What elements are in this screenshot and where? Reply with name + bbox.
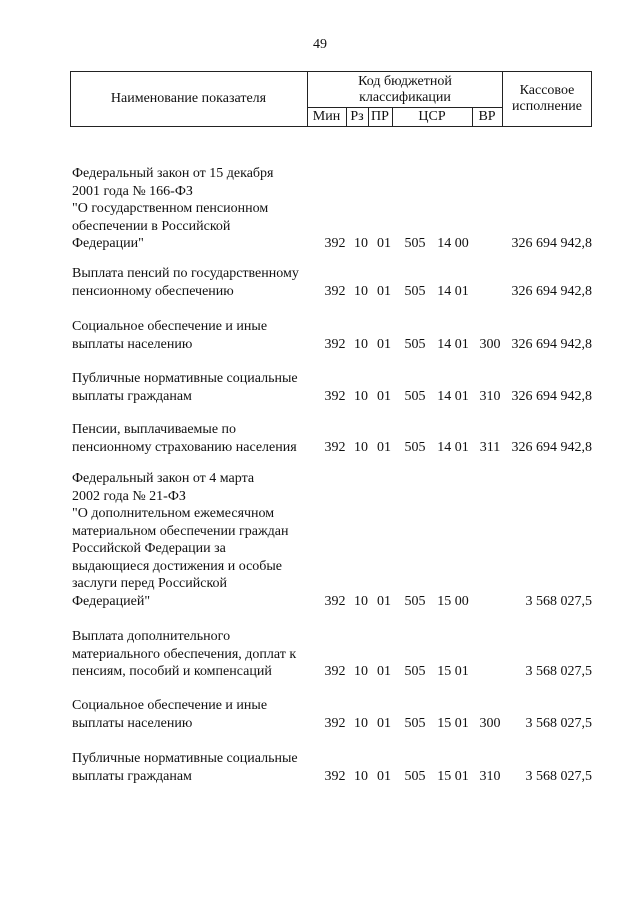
header-amount-line1: Кассовое: [519, 83, 575, 98]
row-name: [72, 165, 324, 253]
row-name-line: Федеральный закон от 15 декабря: [72, 166, 274, 181]
row-name-line: выплаты гражданам: [72, 388, 192, 404]
row-rz: 10: [354, 664, 368, 679]
row-name-line: 2001 года № 166-ФЗ: [72, 183, 193, 199]
row-name: [72, 370, 324, 405]
row-rz: 10: [354, 439, 368, 455]
row-amount: 326 694 942,8: [511, 336, 592, 352]
header-vr: ВР: [478, 109, 496, 124]
row-rz: 10: [354, 593, 368, 609]
row-vr: 310: [479, 768, 501, 784]
header-csr: ЦСР: [418, 109, 446, 124]
row-rz: 10: [354, 283, 368, 299]
row-name: [72, 318, 324, 353]
row-rz: 10: [354, 336, 368, 352]
row-csr-program: 505: [404, 388, 426, 404]
row-name-line: "О дополнительном ежемесячном: [72, 506, 275, 521]
row-min: 392: [324, 388, 346, 404]
row-pr: 01: [377, 336, 391, 352]
row-amount: 3 568 027,5: [525, 715, 592, 731]
row-csr-code: 15 01: [437, 664, 469, 679]
row-min: 392: [324, 336, 346, 352]
row-amount: 326 694 942,8: [511, 388, 592, 404]
row-rz: 10: [354, 236, 368, 251]
header-code-group-line1: Код бюджетной: [358, 74, 452, 89]
row-name: [72, 697, 324, 732]
row-name-line: Федеральный закон от 4 марта: [72, 471, 255, 486]
header-border-bottom: [70, 126, 592, 127]
row-min: 392: [324, 768, 346, 784]
row-csr-code: 15 01: [437, 715, 469, 731]
row-vr: 300: [479, 336, 501, 352]
row-name-line: выплаты населению: [72, 336, 193, 352]
row-name: [72, 265, 324, 300]
row-name-line: 2002 года № 21-ФЗ: [72, 488, 186, 504]
row-csr-code: 14 01: [437, 336, 469, 352]
row-name-line: заслуги перед Российской: [72, 576, 228, 591]
row-pr: 01: [377, 283, 391, 299]
row-vr: 300: [479, 715, 501, 731]
header-code-group-line2: классификации: [359, 90, 451, 105]
row-csr-program: 505: [404, 768, 426, 784]
table-header: [70, 71, 592, 127]
row-min: 392: [324, 593, 346, 609]
row-name-line: обеспечении в Российской: [72, 218, 231, 234]
row-name-line: материального обеспечения, доплат к: [72, 646, 297, 662]
row-min: 392: [324, 236, 346, 251]
row-csr-code: 15 01: [437, 768, 469, 784]
row-name-line: Публичные нормативные социальные: [72, 751, 298, 766]
row-csr-program: 505: [404, 593, 426, 609]
row-min: 392: [324, 664, 346, 679]
row-name-line: выплаты гражданам: [72, 768, 192, 784]
row-name-line: выплаты населению: [72, 715, 193, 731]
row-name: [72, 628, 324, 681]
row-name-line: Выплата пенсий по государственному: [72, 266, 299, 281]
row-pr: 01: [377, 664, 391, 679]
row-amount: 3 568 027,5: [525, 593, 592, 609]
row-csr-code: 14 01: [437, 388, 469, 404]
row-csr-program: 505: [404, 283, 426, 299]
row-csr-code: 15 00: [437, 593, 469, 609]
header-sep-codes: [307, 107, 503, 108]
row-name-line: Социальное обеспечение и иные: [72, 319, 268, 334]
row-name-line: Федерации": [72, 236, 144, 251]
row-name: [72, 750, 324, 785]
row-csr-program: 505: [404, 336, 426, 352]
row-csr-program: 505: [404, 664, 426, 679]
row-name-line: Пенсии, выплачиваемые по: [72, 422, 237, 437]
row-name: [72, 470, 324, 610]
row-pr: 01: [377, 388, 391, 404]
header-name-col: Наименование показателя: [110, 91, 267, 106]
row-name-line: Российской Федерации за: [72, 541, 226, 556]
row-name-line: Публичные нормативные социальные: [72, 371, 298, 386]
row-name-line: материальном обеспечении граждан: [72, 523, 289, 539]
header-amount-line2: исполнение: [512, 99, 582, 114]
row-csr-program: 505: [404, 439, 426, 455]
row-name-line: Социальное обеспечение и иные: [72, 698, 268, 713]
row-vr: 311: [479, 439, 501, 455]
header-min: Мин: [312, 109, 341, 124]
row-vr: 310: [479, 388, 501, 404]
row-amount: 326 694 942,8: [511, 236, 592, 251]
row-name-line: пенсионному обеспечению: [72, 283, 234, 299]
row-rz: 10: [354, 388, 368, 404]
row-rz: 10: [354, 715, 368, 731]
row-pr: 01: [377, 236, 391, 251]
row-name-line: пенсиям, пособий и компенсаций: [72, 664, 272, 679]
row-amount: 3 568 027,5: [525, 768, 592, 784]
row-amount: 326 694 942,8: [511, 283, 592, 299]
row-rz: 10: [354, 768, 368, 784]
row-csr-code: 14 01: [437, 283, 469, 299]
row-pr: 01: [377, 715, 391, 731]
row-name-line: Выплата дополнительного: [72, 629, 231, 644]
row-name: [72, 421, 324, 456]
row-name-line: Федерацией": [72, 593, 151, 609]
row-csr-program: 505: [404, 236, 426, 251]
row-amount: 3 568 027,5: [525, 664, 592, 679]
row-pr: 01: [377, 768, 391, 784]
header-pr: ПР: [371, 109, 389, 124]
row-csr-code: 14 01: [437, 439, 469, 455]
row-pr: 01: [377, 439, 391, 455]
row-min: 392: [324, 283, 346, 299]
row-csr-program: 505: [404, 715, 426, 731]
row-name-line: "О государственном пенсионном: [72, 201, 269, 216]
row-csr-code: 14 00: [437, 236, 469, 251]
page-number: 49: [313, 37, 327, 52]
header-rz: Рз: [350, 109, 364, 124]
row-pr: 01: [377, 593, 391, 609]
row-amount: 326 694 942,8: [511, 439, 592, 455]
row-name-line: пенсионному страхованию населения: [72, 439, 297, 455]
row-name-line: выдающиеся достижения и особые: [72, 558, 283, 574]
row-min: 392: [324, 715, 346, 731]
header-border-top: [70, 71, 592, 72]
row-min: 392: [324, 439, 346, 455]
